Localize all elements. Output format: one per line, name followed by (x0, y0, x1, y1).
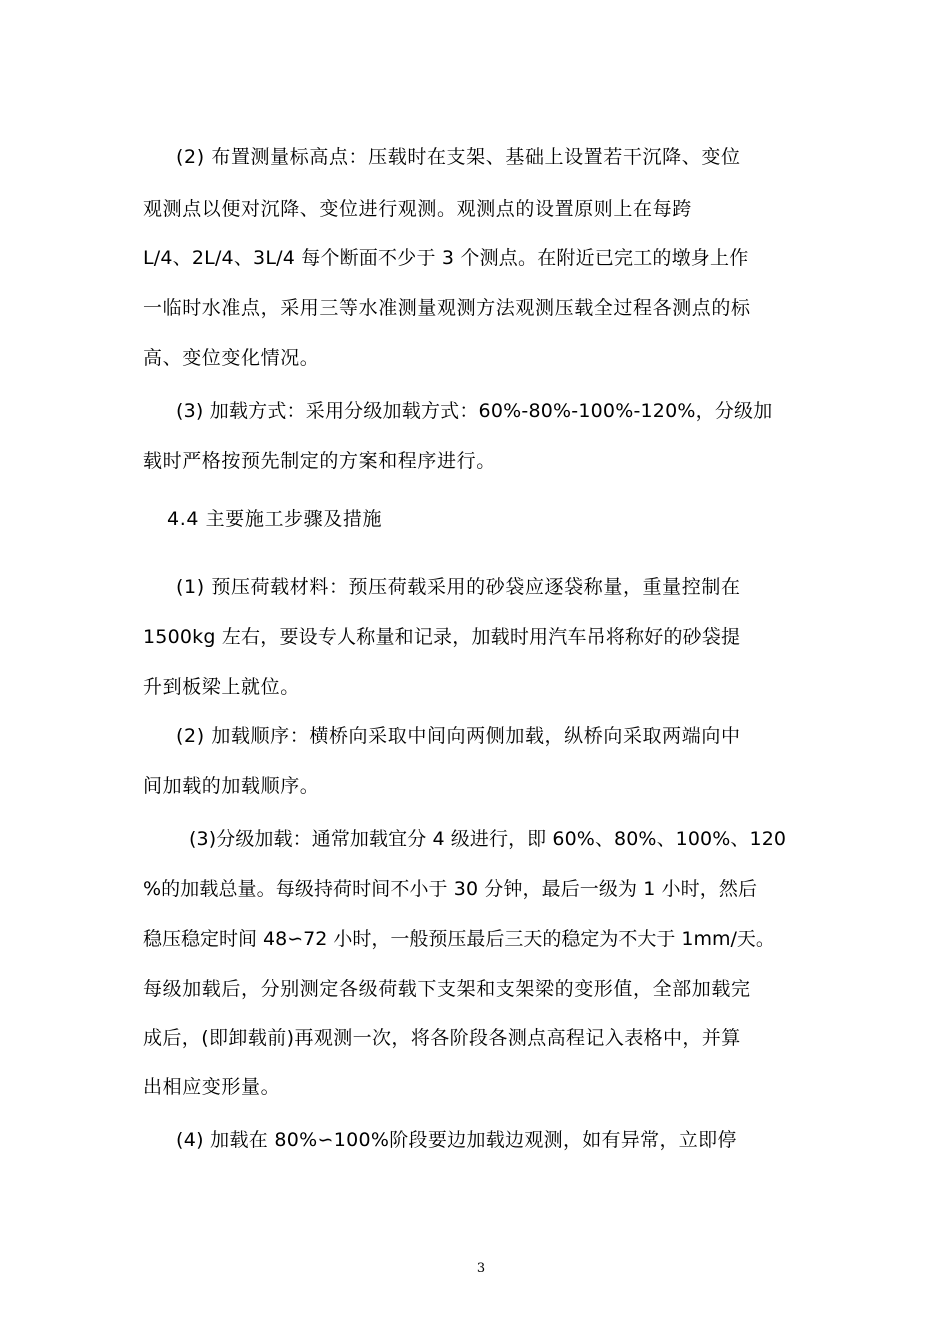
paragraph-2-line-1: (2) 布置测量标高点：压载时在支架、基础上设置若干沉降、变位 (176, 146, 741, 168)
paragraph-3-line-2: 载时严格按预先制定的方案和程序进行。 (143, 450, 496, 472)
step-2-line-1: (2) 加载顺序：横桥向采取中间向两侧加载，纵桥向采取两端向中 (176, 725, 741, 747)
step-2-line-2: 间加载的加载顺序。 (143, 775, 320, 797)
step-1-line-2: 1500kg 左右，要设专人称量和记录，加载时用汽车吊将称好的砂袋提 (143, 626, 741, 648)
step-3-line-6: 出相应变形量。 (143, 1076, 281, 1098)
page-number: 3 (476, 1261, 486, 1276)
step-4-line-1: (4) 加载在 80%∽100%阶段要边加载边观测，如有异常，立即停 (176, 1129, 737, 1151)
paragraph-2-line-4: 一临时水准点，采用三等水准测量观测方法观测压载全过程各测点的标 (143, 297, 751, 319)
paragraph-2-line-5: 高、变位变化情况。 (143, 347, 320, 369)
step-1-line-1: (1) 预压荷载材料：预压荷载采用的砂袋应逐袋称量，重量控制在 (176, 576, 741, 598)
step-3-line-5: 成后，(即卸载前)再观测一次，将各阶段各测点高程记入表格中，并算 (143, 1027, 741, 1049)
paragraph-2-line-3: L/4、2L/4、3L/4 每个断面不少于 3 个测点。在附近已完工的墩身上作 (143, 247, 749, 269)
section-heading: 4.4 主要施工步骤及措施 (167, 508, 383, 530)
step-1-line-3: 升到板梁上就位。 (143, 676, 300, 698)
step-3-line-3: 稳压稳定时间 48∽72 小时，一般预压最后三天的稳定为不大于 1mm/天。 (143, 928, 775, 950)
step-3-line-4: 每级加载后，分别测定各级荷载下支架和支架梁的变形值，全部加载完 (143, 978, 751, 1000)
paragraph-2-line-2: 观测点以便对沉降、变位进行观测。观测点的设置原则上在每跨 (143, 198, 692, 220)
step-3-line-1: (3)分级加载：通常加载宜分 4 级进行，即 60%、80%、100%、120 (189, 828, 787, 850)
paragraph-3-line-1: (3) 加载方式：采用分级加载方式：60%-80%-100%-120%，分级加 (176, 400, 773, 422)
step-3-line-2: %的加载总量。每级持荷时间不小于 30 分钟，最后一级为 1 小时，然后 (143, 878, 758, 900)
